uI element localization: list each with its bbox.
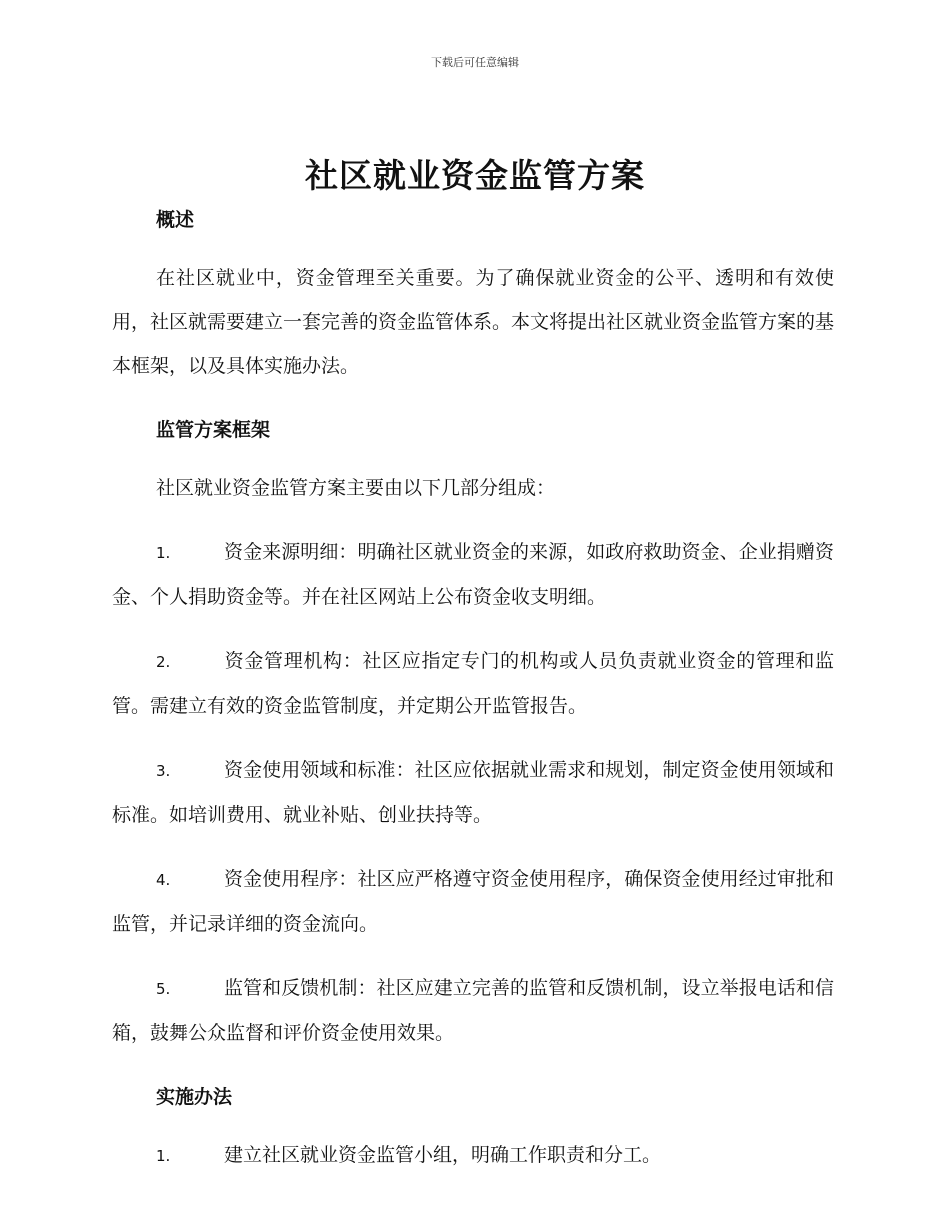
framework-intro: 社区就业资金监管方案主要由以下几部分组成： — [156, 477, 556, 499]
list-number: 1. — [156, 1147, 171, 1165]
list-item — [112, 857, 834, 946]
list-number: 5. — [156, 980, 171, 998]
list-text: 资金来源明细：明确社区就业资金的来源，如政府救助资金、企业捐赠资金、个人捐助资金等。并在社区网站上公布资金收支明细。 — [112, 541, 834, 608]
list-number: 2. — [156, 653, 171, 671]
list-text: 资金管理机构：社区应指定专门的机构或人员负责就业资金的管理和监管。需建立有效的资金监管制度，并定期公开监管报告。 — [112, 650, 834, 717]
list-text: 监管和反馈机制：社区应建立完善的监管和反馈机制，设立举报电话和信箱，鼓舞公众监督和评价资金使用效果。 — [112, 977, 834, 1044]
list-item — [112, 639, 834, 728]
document-title: 社区就业资金监管方案 — [305, 156, 645, 195]
list-number: 1. — [156, 544, 171, 562]
list-text: 资金使用领域和标准：社区应依据就业需求和规划，制定资金使用领域和标准。如培训费用、就业补贴、创业扶持等。 — [112, 759, 834, 826]
list-item — [112, 1133, 834, 1178]
list-item — [112, 530, 834, 619]
list-text: 建立社区就业资金监管小组，明确工作职责和分工。 — [224, 1144, 662, 1166]
header-note: 下载后可任意编辑 — [431, 56, 519, 69]
section-heading-implementation: 实施办法 — [156, 1086, 233, 1108]
list-number: 4. — [156, 871, 171, 889]
list-text: 资金使用程序：社区应严格遵守资金使用程序，确保资金使用经过审批和监管，并记录详细的资金流向。 — [112, 868, 834, 935]
list-item — [112, 748, 834, 837]
list-item — [112, 966, 834, 1055]
list-number: 3. — [156, 762, 171, 780]
overview-paragraph: 在社区就业中，资金管理至关重要。为了确保就业资金的公平、透明和有效使用，社区就需要建立一套完善的资金监管体系。本文将提出社区就业资金监管方案的基本框架，以及具体实施办法。 — [112, 267, 835, 377]
document-body — [112, 204, 834, 1178]
section-heading-overview: 概述 — [156, 209, 195, 231]
section-heading-framework: 监管方案框架 — [156, 419, 271, 441]
